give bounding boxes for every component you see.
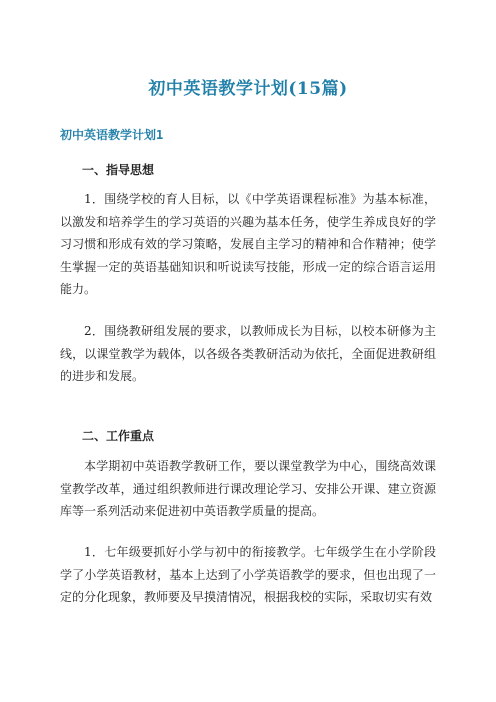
- paragraph-4: 1．七年级要抓好小学与初中的衔接教学。七年级学生在小学阶段学了小学英语教材，基本上达到了小学英语教学的要求，但也出现了一定的分化现象，教师要及早摸清情况，根据我校的实际，采取切实有效: [60, 545, 436, 604]
- section-title: 初中英语教学计划1: [60, 128, 164, 142]
- paragraph-2: 2．围绕教研组发展的要求，以教师成长为目标，以校本研修为主线，以课堂教学为载体，以各级各类教研活动为依托，全面促进教研组的进步和发展。: [60, 324, 436, 383]
- paragraph-1: 1．围绕学校的育人目标，以《中学英语课程标准》为基本标准，以激发和培养学生的学习英语的兴趣为基本任务，使学生养成良好的学习习惯和形成有效的学习策略，发展自主学习的精神和合作精神；使学生掌握一定的英语基础知识和听说读写技能，形成一定的综合语言运用能力。: [60, 192, 436, 296]
- document-title: 初中英语教学计划(15篇): [148, 79, 348, 99]
- heading-guiding-ideology: 一、指导思想: [82, 163, 155, 177]
- heading-work-focus: 二、工作重点: [82, 429, 155, 443]
- paragraph-3: 本学期初中英语教学教研工作，要以课堂教学为中心，围绕高效课堂教学改革，通过组织教师进行课改理论学习、安排公开课、建立资源库等一系列活动来促进初中英语教学质量的提高。: [60, 459, 436, 518]
